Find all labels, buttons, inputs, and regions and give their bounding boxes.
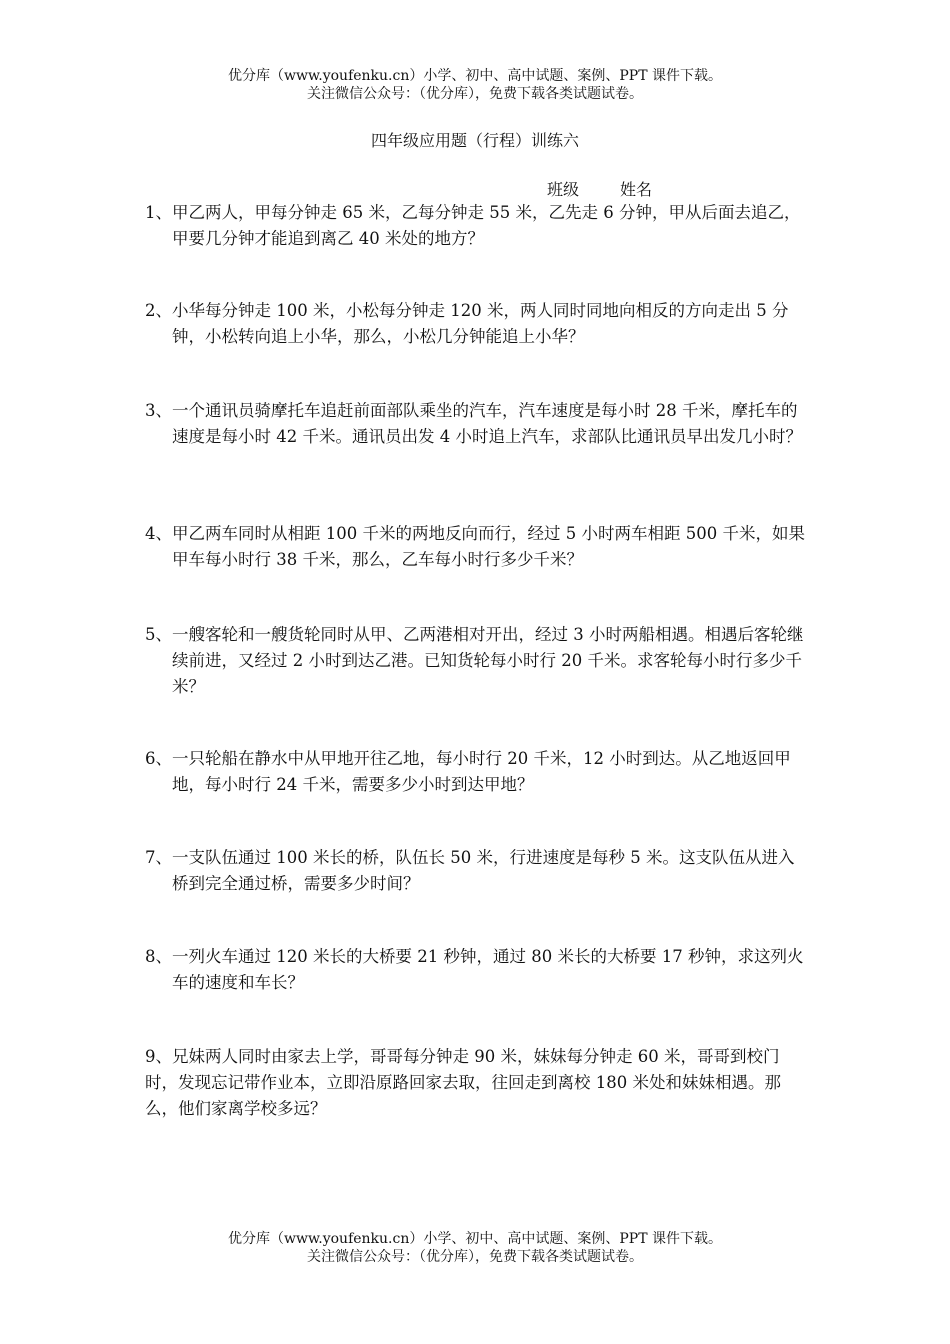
question-8	[145, 944, 810, 996]
header-line-2: 关注微信公众号：（优分库），免费下载各类试题试卷。	[307, 86, 643, 102]
question-number: 8、	[145, 947, 172, 966]
question-6	[145, 746, 810, 798]
question-body: 兄妹两人同时由家去上学，哥哥每分钟走 90 米，妹妹每分钟走 60 米，哥哥到校门时，发现忘记带作业本，立即沿原路回家去取，往回走到离校 180 米处和妹妹相遇。那么，他们家离学校多远？	[145, 1047, 781, 1118]
class-label: 班级	[547, 180, 580, 199]
question-7	[145, 845, 810, 897]
question-number: 6、	[145, 749, 172, 768]
question-number: 2、	[145, 301, 172, 320]
question-text: 甲乙两车同时从相距 100 千米的两地反向而行，经过 5 小时两车相距 500 千米，如果甲车每小时行 38 千米，那么，乙车每小时行多少千米？	[172, 524, 805, 569]
footer-line-1: 优分库（www.youfenku.cn）小学、初中、高中试题、案例、PPT 课件下载。	[227, 1231, 722, 1247]
question-text: 小华每分钟走 100 米，小松每分钟走 120 米，两人同时同地向相反的方向走出 5 分钟，小松转向追上小华，那么，小松几分钟能追上小华？	[172, 301, 789, 346]
question-number: 9、	[145, 1047, 172, 1066]
question-text: 甲乙两人，甲每分钟走 65 米，乙每分钟走 55 米，乙先走 6 分钟，甲从后面去追乙，甲要几分钟才能追到离乙 40 米处的地方？	[172, 203, 801, 248]
question-2	[145, 298, 810, 350]
question-text: 一艘客轮和一艘货轮同时从甲、乙两港相对开出，经过 3 小时两船相遇。相遇后客轮继续前进，又经过 2 小时到达乙港。已知货轮每小时行 20 千米。求客轮每小时行多少千米？	[172, 625, 804, 696]
question-number: 5、	[145, 625, 172, 644]
question-number: 1、	[145, 203, 172, 222]
question-text: 一个通讯员骑摩托车追赶前面部队乘坐的汽车，汽车速度是每小时 28 千米，摩托车的速度是每小时 42 千米。通讯员出发 4 小时追上汽车，求部队比通讯员早出发几小时？	[172, 401, 802, 446]
header-line-1: 优分库（www.youfenku.cn）小学、初中、高中试题、案例、PPT 课件下载。	[227, 68, 722, 84]
question-9	[145, 1044, 810, 1122]
page-header	[0, 67, 950, 103]
question-text	[145, 1044, 810, 1122]
question-text: 一只轮船在静水中从甲地开往乙地，每小时行 20 千米，12 小时到达。从乙地返回甲地，每小时行 24 千米，需要多少小时到达甲地？	[172, 749, 791, 794]
question-number: 3、	[145, 401, 172, 420]
question-number: 4、	[145, 524, 172, 543]
question-text: 一支队伍通过 100 米长的桥，队伍长 50 米，行进速度是每秒 5 米。这支队伍从进入桥到完全通过桥，需要多少时间？	[172, 848, 795, 893]
name-label: 姓名	[620, 180, 653, 199]
page-footer	[0, 1230, 950, 1266]
question-1	[145, 200, 810, 252]
question-text: 一列火车通过 120 米长的大桥要 21 秒钟，通过 80 米长的大桥要 17 秒钟，求这列火车的速度和车长？	[172, 947, 804, 992]
footer-line-2: 关注微信公众号：（优分库），免费下载各类试题试卷。	[307, 1249, 643, 1265]
question-number: 7、	[145, 848, 172, 867]
worksheet-title: 四年级应用题（行程）训练六	[370, 131, 579, 150]
question-5	[145, 622, 810, 700]
question-4	[145, 521, 810, 573]
question-3	[145, 398, 810, 450]
